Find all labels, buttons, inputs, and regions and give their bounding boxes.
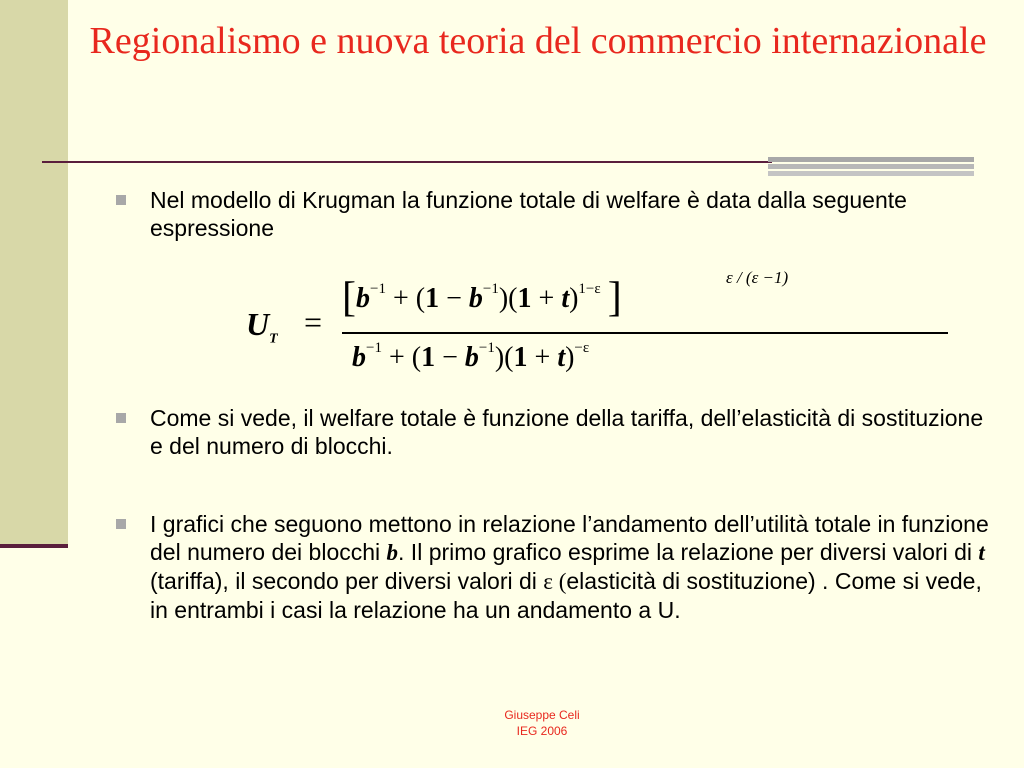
footer-course: IEG 2006 — [516, 724, 568, 738]
footer-author: Giuseppe Celi — [504, 708, 580, 722]
variable-t: t — [978, 540, 985, 565]
fraction-bar — [342, 332, 948, 334]
formula-equals: = — [304, 304, 323, 340]
formula-lhs: $U_T$ — [246, 306, 278, 347]
title-divider — [42, 161, 772, 163]
bullet-item — [116, 404, 996, 460]
bullet-square-icon — [116, 195, 126, 205]
formula-numerator: [$b^{-1} + (1 - b^{-1})(1 + t)^{1-\varepsilon}$ ] — [342, 275, 622, 321]
bullet-text: I grafici che seguono mettono in relazione l’andamento dell’utilità totale in funzione del numero dei blocchi b. Il primo grafico esprime la relazione per diversi valori di t (tariffa), il secondo per diversi valori di ε (elasticità di sostituzione) . Come si vede, in entrambi i casi la relazione ha un andamento a U. — [150, 511, 989, 623]
welfare-formula — [240, 262, 820, 392]
variable-b: b — [386, 540, 399, 565]
variable-epsilon: ε ( — [543, 569, 567, 594]
slide-footer — [0, 707, 1024, 739]
left-decor-band — [0, 0, 68, 548]
bullet-square-icon — [116, 519, 126, 529]
accent-bar — [768, 164, 974, 169]
accent-bar — [768, 171, 974, 176]
bullet-item — [116, 510, 996, 624]
accent-bar — [768, 157, 974, 162]
bullet-item — [116, 186, 996, 242]
left-band-divider — [0, 544, 68, 548]
bullet-text: Come si vede, il welfare totale è funzione della tariffa, dell’elasticità di sostituzione e del numero di blocchi. — [150, 405, 984, 459]
formula-outer-exponent: ε / (ε −1) — [726, 268, 789, 287]
bullet-square-icon — [116, 413, 126, 423]
formula-denominator: $b^{-1} + (1 - b^{-1})(1 + t)^{-\varepsilon}$ — [352, 340, 590, 373]
accent-bars — [768, 157, 974, 178]
bullet-text: Nel modello di Krugman la funzione totale di welfare è data dalla seguente espressione — [150, 187, 907, 241]
slide-title: Regionalismo e nuova teoria del commercio internazionale — [89, 20, 987, 62]
